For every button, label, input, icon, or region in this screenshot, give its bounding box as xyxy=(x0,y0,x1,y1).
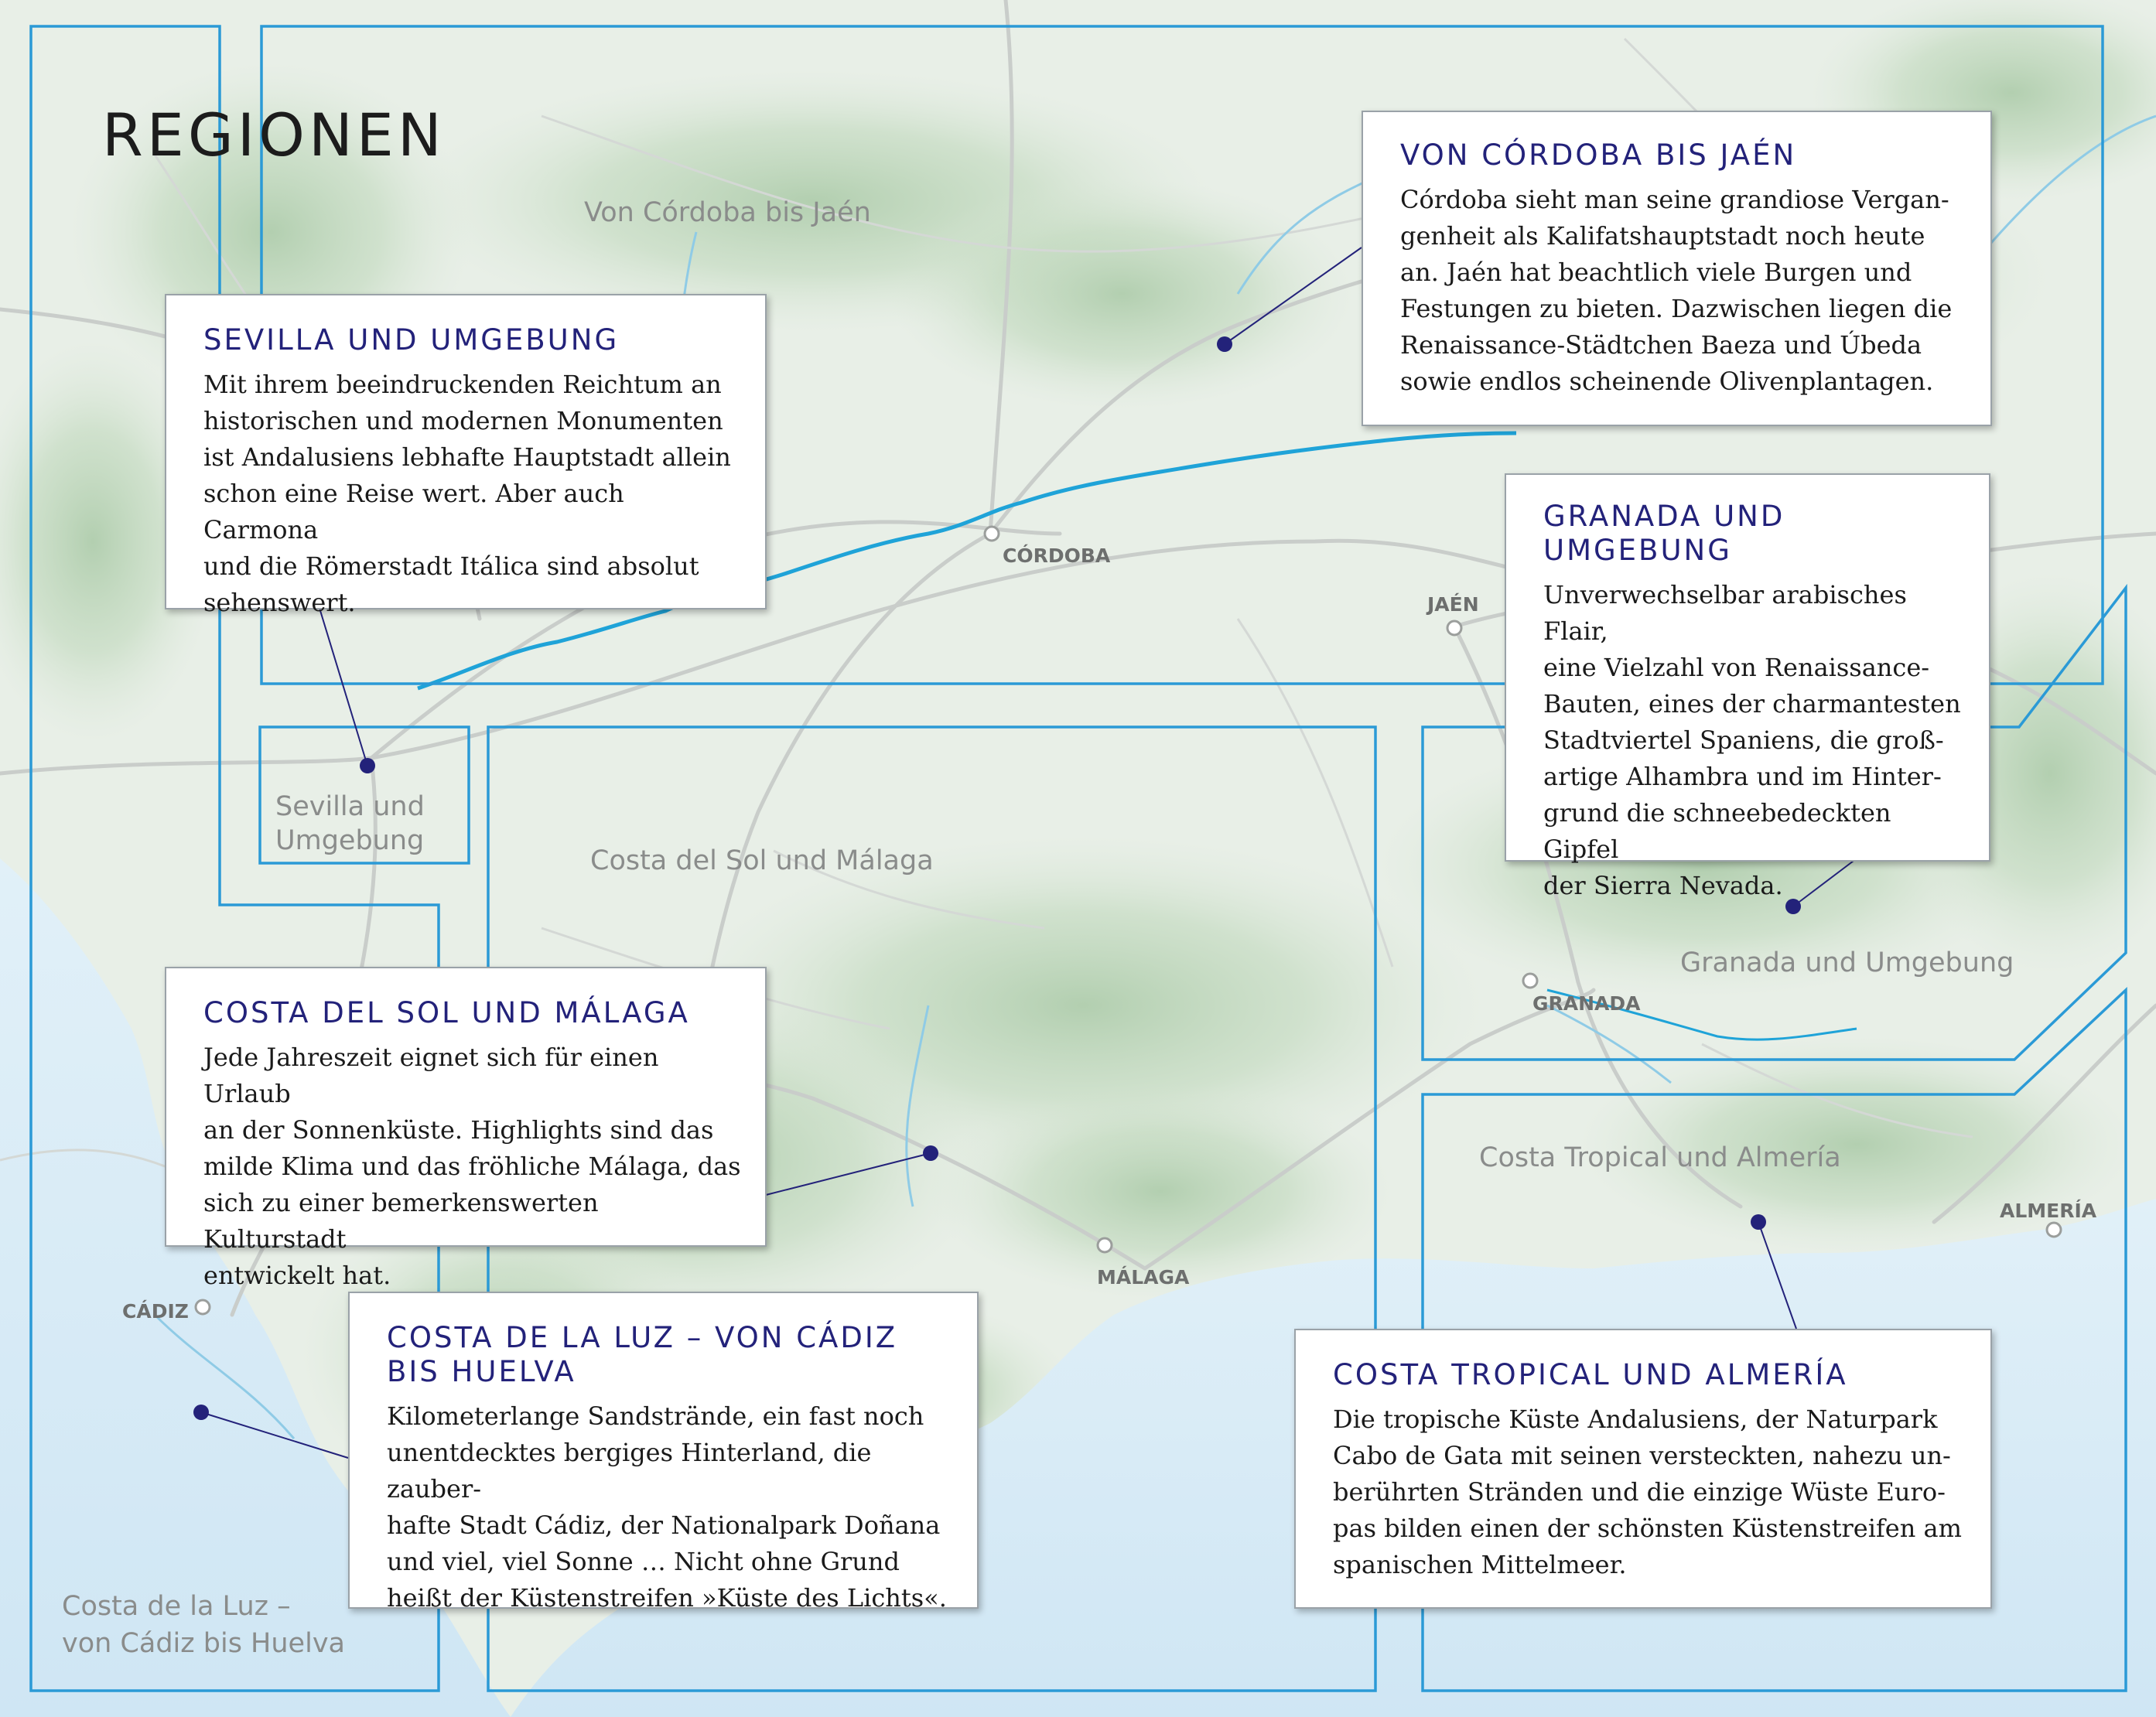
label-area-granada: Granada und Umgebung xyxy=(1680,947,2014,978)
region-heading: SEVILLA UND UMGEBUNG xyxy=(203,323,620,357)
marker-costa-sol xyxy=(923,1145,938,1161)
region-box-costa-tropical xyxy=(1294,1329,1992,1609)
label-area-costa-luz-2: von Cádiz bis Huelva xyxy=(62,1628,345,1659)
marker-sevilla xyxy=(360,758,375,773)
label-city-jaen: JAÉN xyxy=(1427,593,1479,616)
marker-cordoba-jaen xyxy=(1217,336,1232,352)
region-heading: GRANADA UND UMGEBUNG xyxy=(1543,500,1785,567)
region-box-granada xyxy=(1505,473,1990,900)
region-box-cordoba-jaen xyxy=(1362,111,1992,426)
region-description: Córdoba sieht man seine grandiose Vergan- genheit als Kalifatshauptstadt noch heute an. Jaén hat beachtlich viele Burgen und Festungen zu bieten. Dazwischen liegen die Renaissance-Städtchen Baeza und Úbeda sowie endlos scheinende Olivenplantagen. xyxy=(1400,185,1953,396)
marker-costa-luz xyxy=(193,1405,209,1420)
label-area-sevilla-2: Umgebung xyxy=(275,825,425,856)
label-area-cordoba-jaen: Von Córdoba bis Jaén xyxy=(584,197,871,228)
region-heading: VON CÓRDOBA BIS JAÉN xyxy=(1400,138,1797,172)
label-area-costa-tropical: Costa Tropical und Almería xyxy=(1479,1142,1841,1173)
region-heading: COSTA DE LA LUZ – VON CÁDIZ BIS HUELVA xyxy=(387,1321,898,1388)
label-city-malaga: MÁLAGA xyxy=(1097,1266,1190,1289)
label-city-almeria: ALMERÍA xyxy=(2000,1200,2097,1222)
label-city-granada: GRANADA xyxy=(1532,992,1641,1015)
region-box-sevilla xyxy=(165,294,767,617)
region-heading: COSTA DEL SOL UND MÁLAGA xyxy=(203,996,690,1029)
label-area-sevilla-1: Sevilla und xyxy=(275,791,425,822)
region-box-costa-luz xyxy=(348,1292,979,1613)
label-area-costa-luz-1: Costa de la Luz – xyxy=(62,1591,291,1622)
region-description: Mit ihrem beeindruckenden Reichtum an historischen und modernen Monumenten ist Andalusiens lebhafte Hauptstadt allein schon eine Reise wert. Aber auch Carmona und die Römerstadt Itálica sind absolut sehenswert. xyxy=(203,370,731,617)
page-title: REGIONEN xyxy=(102,101,446,169)
label-city-cordoba: CÓRDOBA xyxy=(1003,544,1111,567)
region-description: Die tropische Küste Andalusiens, der Naturpark Cabo de Gata mit seinen versteckten, nahezu un- berührten Stränden und die einzige Wüste Euro- pas bilden einen der schönsten Küstenstreifen am spanischen Mittelmeer. xyxy=(1333,1405,1962,1579)
region-box-costa-sol xyxy=(165,967,767,1290)
label-area-costa-sol: Costa del Sol und Málaga xyxy=(590,845,934,876)
region-description: Kilometerlange Sandstrände, ein fast noch unentdecktes bergiges Hinterland, die zauber- hafte Stadt Cádiz, der Nationalpark Doñana und viel, viel Sonne … Nicht ohne Grund heißt der Küstenstreifen »Küste des Lichts«. xyxy=(387,1401,947,1613)
marker-costa-tropical xyxy=(1751,1214,1766,1230)
region-description: Jede Jahreszeit eignet sich für einen Urlaub an der Sonnenküste. Highlights sind das milde Klima und das fröhliche Málaga, das sich zu einer bemerkenswerten Kulturstadt entwickelt hat. xyxy=(203,1043,741,1290)
region-description: Unverwechselbar arabisches Flair, eine Vielzahl von Renaissance- Bauten, eines der charmantesten Stadtviertel Spaniens, die groß- artige Alhambra und im Hinter- grund die schneebedeckten Gipfel der Sierra Nevada. xyxy=(1543,580,1961,900)
label-city-cadiz: CÁDIZ xyxy=(122,1300,189,1323)
region-heading: COSTA TROPICAL UND ALMERÍA xyxy=(1333,1358,1848,1391)
